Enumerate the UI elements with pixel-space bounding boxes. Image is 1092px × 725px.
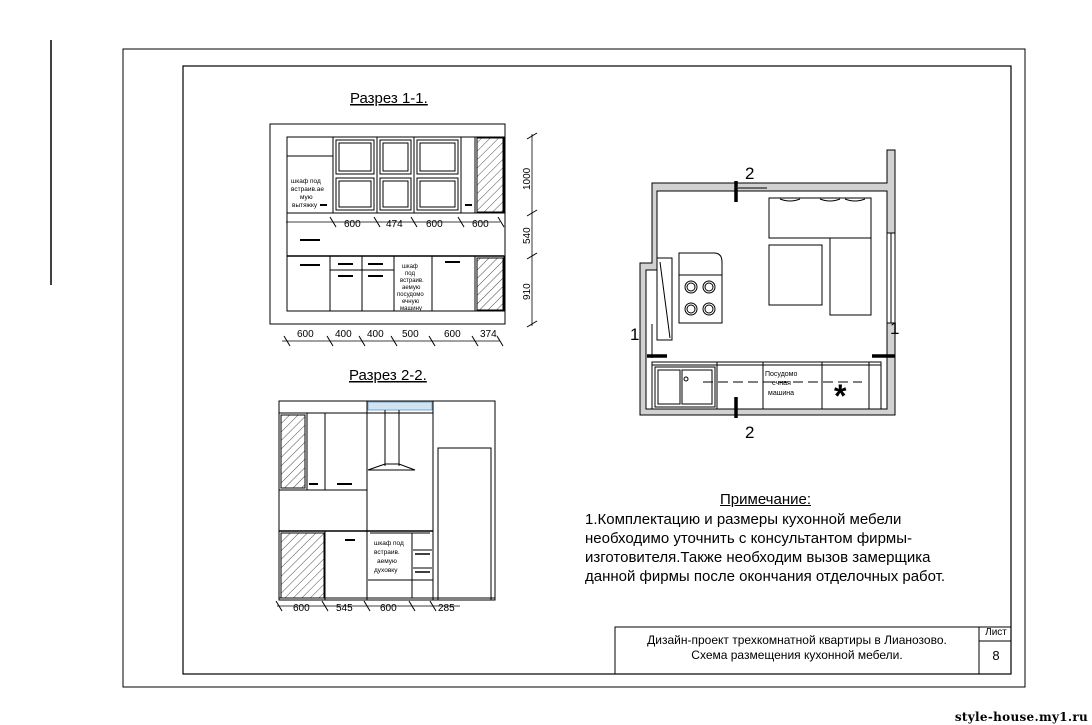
oven-cabinet-label — [374, 540, 404, 574]
dim-bottom-2: 400 — [335, 329, 352, 340]
lower-cabinet-label — [397, 264, 424, 312]
upper-cabinet-label-line: вытяжку — [292, 202, 318, 209]
dim-bottom-5: 600 — [444, 329, 461, 340]
dim-bottom-1: 600 — [297, 329, 314, 340]
sheet-title: Схема размещения кухонной мебели. — [691, 648, 903, 662]
dim-bottom-4: 500 — [402, 329, 419, 340]
dim-bottom-3: 400 — [367, 329, 384, 340]
s2-dim-2: 545 — [336, 603, 353, 614]
note-line: необходимо уточнить с консультантом фирмы- — [585, 530, 912, 547]
dishwasher-label-line: Посудомо — [765, 371, 798, 378]
s2-dim-1: 600 — [293, 603, 310, 614]
note-line: данной фирмы после окончания отделочных работ. — [585, 568, 946, 585]
lower-cabinet-label-line: ечную — [402, 299, 420, 305]
oven-cabinet-label-line: аемую — [377, 558, 397, 565]
dim-upper-2: 474 — [386, 219, 403, 230]
plan-marker-bottom: 2 — [745, 423, 755, 442]
project-title: Дизайн-проект трехкомнатной квартиры в Лианозово. — [647, 633, 947, 647]
lower-cabinet-label-line: машину — [400, 306, 422, 312]
upper-cabinet-label — [291, 178, 324, 209]
lower-cabinet-label-line: шкаф — [402, 264, 418, 270]
lower-cabinet-label-line: встраив. — [400, 278, 424, 284]
dim-upper-1: 600 — [344, 219, 361, 230]
dim-upper-3: 600 — [426, 219, 443, 230]
dim-upper-4: 600 — [472, 219, 489, 230]
lower-cabinet-label-line: аемую — [402, 285, 421, 291]
dim-vertical-1: 1000 — [522, 167, 533, 190]
plan-marker-left: 1 — [630, 325, 640, 344]
dishwasher-label-line: машина — [768, 390, 794, 397]
note-line: 1.Комплектацию и размеры кухонной мебели — [585, 511, 902, 528]
section-2-title: Разрез 2-2. — [349, 367, 427, 384]
oven-cabinet-label-line: духовку — [374, 567, 398, 574]
plan-marker-right: 1 — [890, 319, 900, 338]
watermark: style-house.my1.ru — [954, 710, 1088, 724]
lower-cabinet-label-line: посудомо — [397, 292, 424, 298]
note-line: изготовителя.Также необходим вызов замерщика — [585, 549, 931, 566]
oven-cabinet-label-line: шкаф под — [374, 540, 404, 547]
oven-cabinet-label-line: встраив. — [374, 549, 400, 556]
lower-cabinet-label-line: под — [405, 271, 415, 277]
note-title: Примечание: — [720, 491, 811, 508]
s2-dim-3: 600 — [380, 603, 397, 614]
dim-vertical-3: 910 — [522, 283, 533, 300]
section-2-2-elevation — [277, 401, 495, 606]
dim-bottom-6: 374 — [480, 329, 497, 340]
upper-cabinet-label-line: мую — [300, 194, 313, 201]
title-block-text — [616, 633, 978, 663]
dishwasher-label-line: ечная — [772, 380, 791, 387]
section-1-title: Разрез 1-1. — [350, 90, 428, 107]
sheet-label: Лист — [985, 627, 1007, 638]
sheet-number: 8 — [992, 648, 1000, 663]
plan-marker-top: 2 — [745, 164, 755, 183]
upper-cabinet-label-line: шкаф под — [291, 178, 321, 185]
note-body — [585, 510, 985, 586]
dim-vertical-2: 540 — [522, 227, 533, 244]
plan-asterisk: * — [834, 378, 847, 414]
s2-dim-4: 285 — [438, 603, 455, 614]
upper-cabinet-label-line: встраив.ае — [291, 186, 324, 193]
